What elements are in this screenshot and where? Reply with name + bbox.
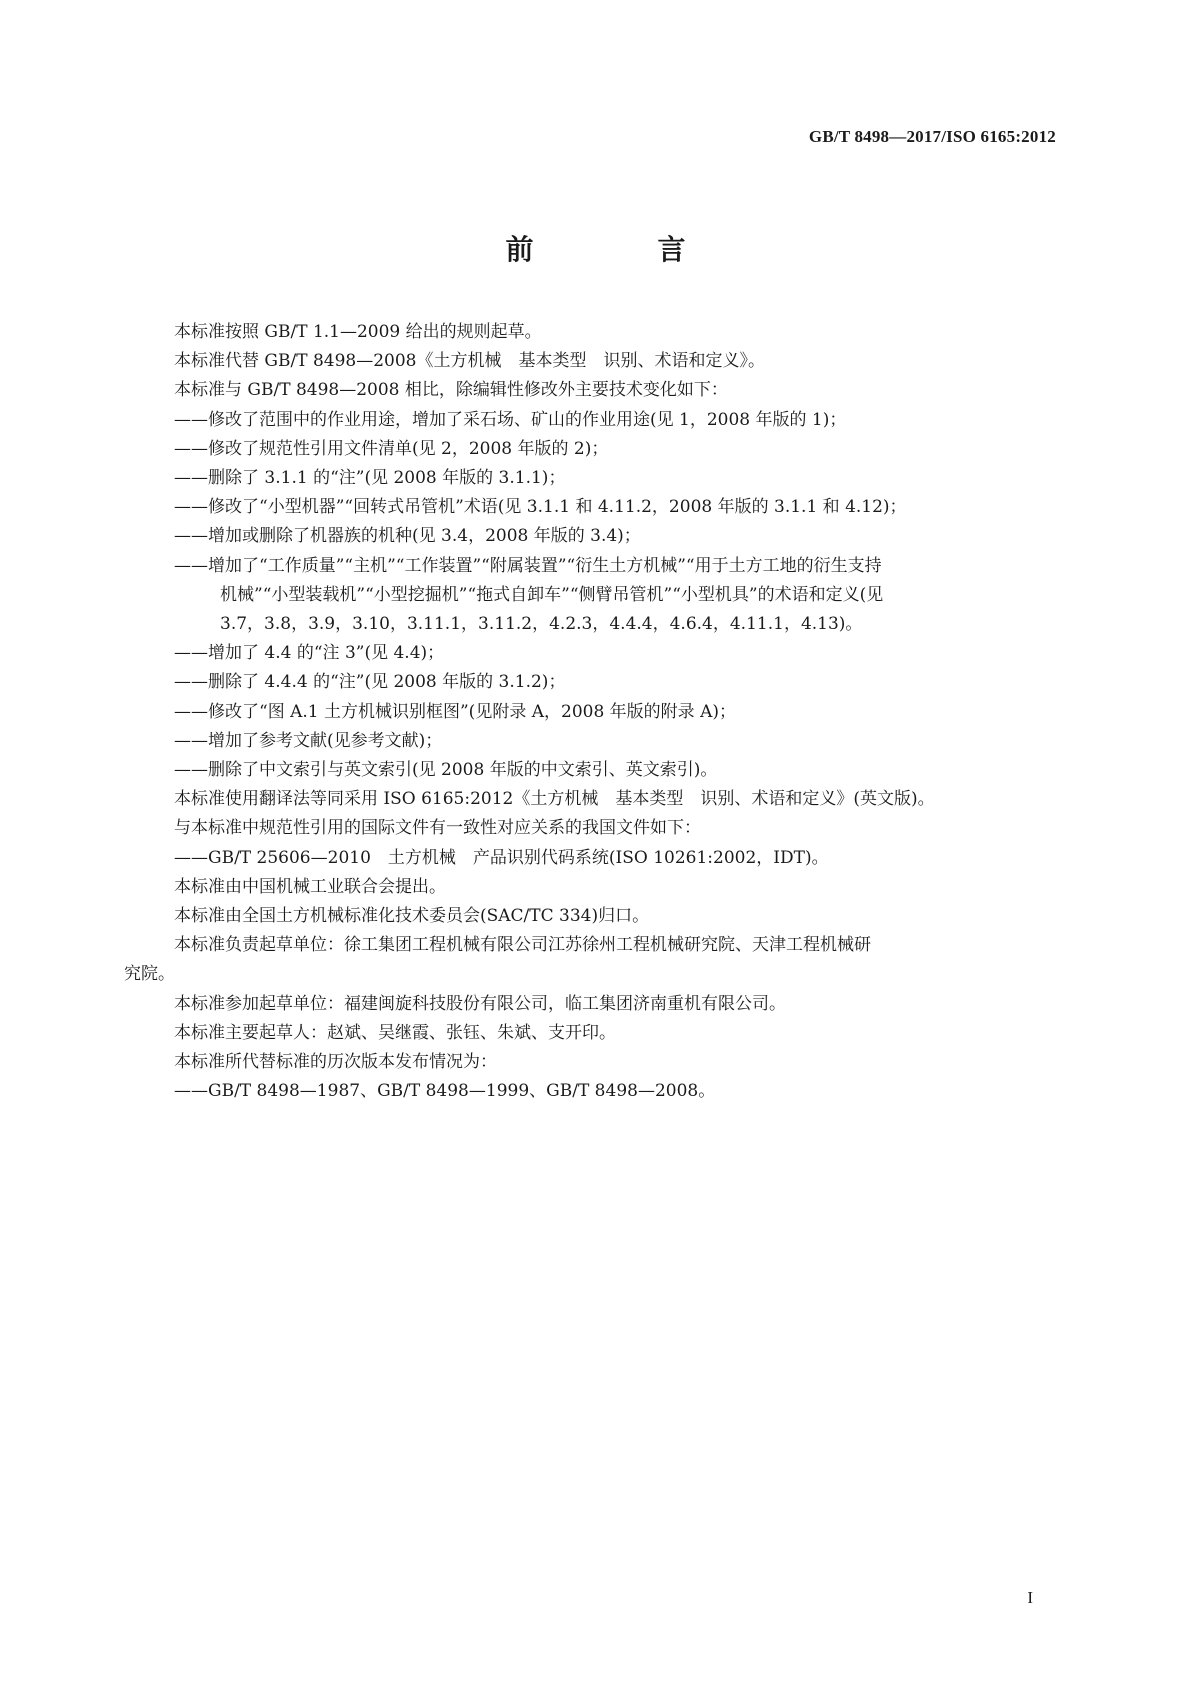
paragraph: 本标准所代替标准的历次版本发布情况为： [174, 1052, 497, 1073]
list-item: ——修改了范围中的作业用途，增加了采石场、矿山的作业用途(见 1，2008 年版的 1)； [174, 409, 847, 430]
list-item: ——增加了“工作质量”“主机”“工作装置”“附属装置”“衍生土方机械”“用于土方工地的衍生支持 [174, 555, 882, 576]
paragraph: 本标准按照 GB/T 1.1—2009 给出的规则起草。 [174, 322, 542, 342]
standard-code: GB/T 8498—2017/ISO 6165:2012 [808, 127, 1056, 146]
paragraph: 本标准主要起草人：赵斌、吴继霞、张钰、朱斌、支开印。 [174, 1022, 616, 1043]
list-item: ——GB/T 25606—2010 土方机械 产品识别代码系统(ISO 10261:2002，IDT)。 [174, 847, 829, 868]
list-item: 机械”“小型装载机”“小型挖掘机”“拖式自卸车”“侧臂吊管机”“小型机具”的术语和定义(见 [220, 584, 884, 605]
paragraph: 本标准负责起草单位：徐工集团工程机械有限公司江苏徐州工程机械研究院、天津工程机械研 [174, 935, 871, 956]
page-title: 前 言 [505, 233, 734, 266]
paragraph: 与本标准中规范性引用的国际文件有一致性对应关系的我国文件如下： [174, 818, 701, 839]
document-body [124, 318, 1069, 1106]
list-item: ——删除了 3.1.1 的“注”(见 2008 年版的 3.1.1)； [174, 468, 566, 489]
list-item: ——修改了规范性引用文件清单(见 2，2008 年版的 2)； [174, 438, 609, 459]
list-item: 3.7，3.8，3.9，3.10，3.11.1，3.11.2，4.2.3，4.4.4，4.6.4，4.11.1，4.13)。 [220, 614, 863, 635]
paragraph: 本标准使用翻译法等同采用 ISO 6165:2012《土方机械 基本类型 识别、术语和定义》(英文版)。 [174, 789, 935, 810]
paragraph: 本标准由中国机械工业联合会提出。 [174, 876, 446, 897]
paragraph: 本标准由全国土方机械标准化技术委员会(SAC/TC 334)归口。 [174, 906, 650, 927]
paragraph: 本标准与 GB/T 8498—2008 相比，除编辑性修改外主要技术变化如下： [174, 380, 728, 401]
list-item: ——修改了“小型机器”“回转式吊管机”术语(见 3.1.1 和 4.11.2，2008 年版的 3.1.1 和 4.12)； [174, 497, 907, 518]
list-item: ——删除了 4.4.4 的“注”(见 2008 年版的 3.1.2)； [174, 672, 566, 693]
paragraph: 本标准参加起草单位：福建闽旋科技股份有限公司，临工集团济南重机有限公司。 [174, 993, 786, 1014]
list-item: ——GB/T 8498—1987、GB/T 8498—1999、GB/T 8498—2008。 [174, 1081, 716, 1102]
list-item: ——增加了 4.4 的“注 3”(见 4.4)； [174, 643, 445, 664]
list-item: ——删除了中文索引与英文索引(见 2008 年版的中文索引、英文索引)。 [174, 760, 718, 781]
list-item: ——增加或删除了机器族的机种(见 3.4，2008 年版的 3.4)； [174, 526, 641, 547]
page-number: I [1027, 1588, 1033, 1607]
paragraph: 本标准代替 GB/T 8498—2008《土方机械 基本类型 识别、术语和定义》。 [174, 351, 765, 372]
paragraph: 究院。 [124, 964, 175, 985]
list-item: ——增加了参考文献(见参考文献)； [174, 730, 443, 751]
list-item: ——修改了“图 A.1 土方机械识别框图”(见附录 A，2008 年版的附录 A)； [174, 701, 736, 722]
